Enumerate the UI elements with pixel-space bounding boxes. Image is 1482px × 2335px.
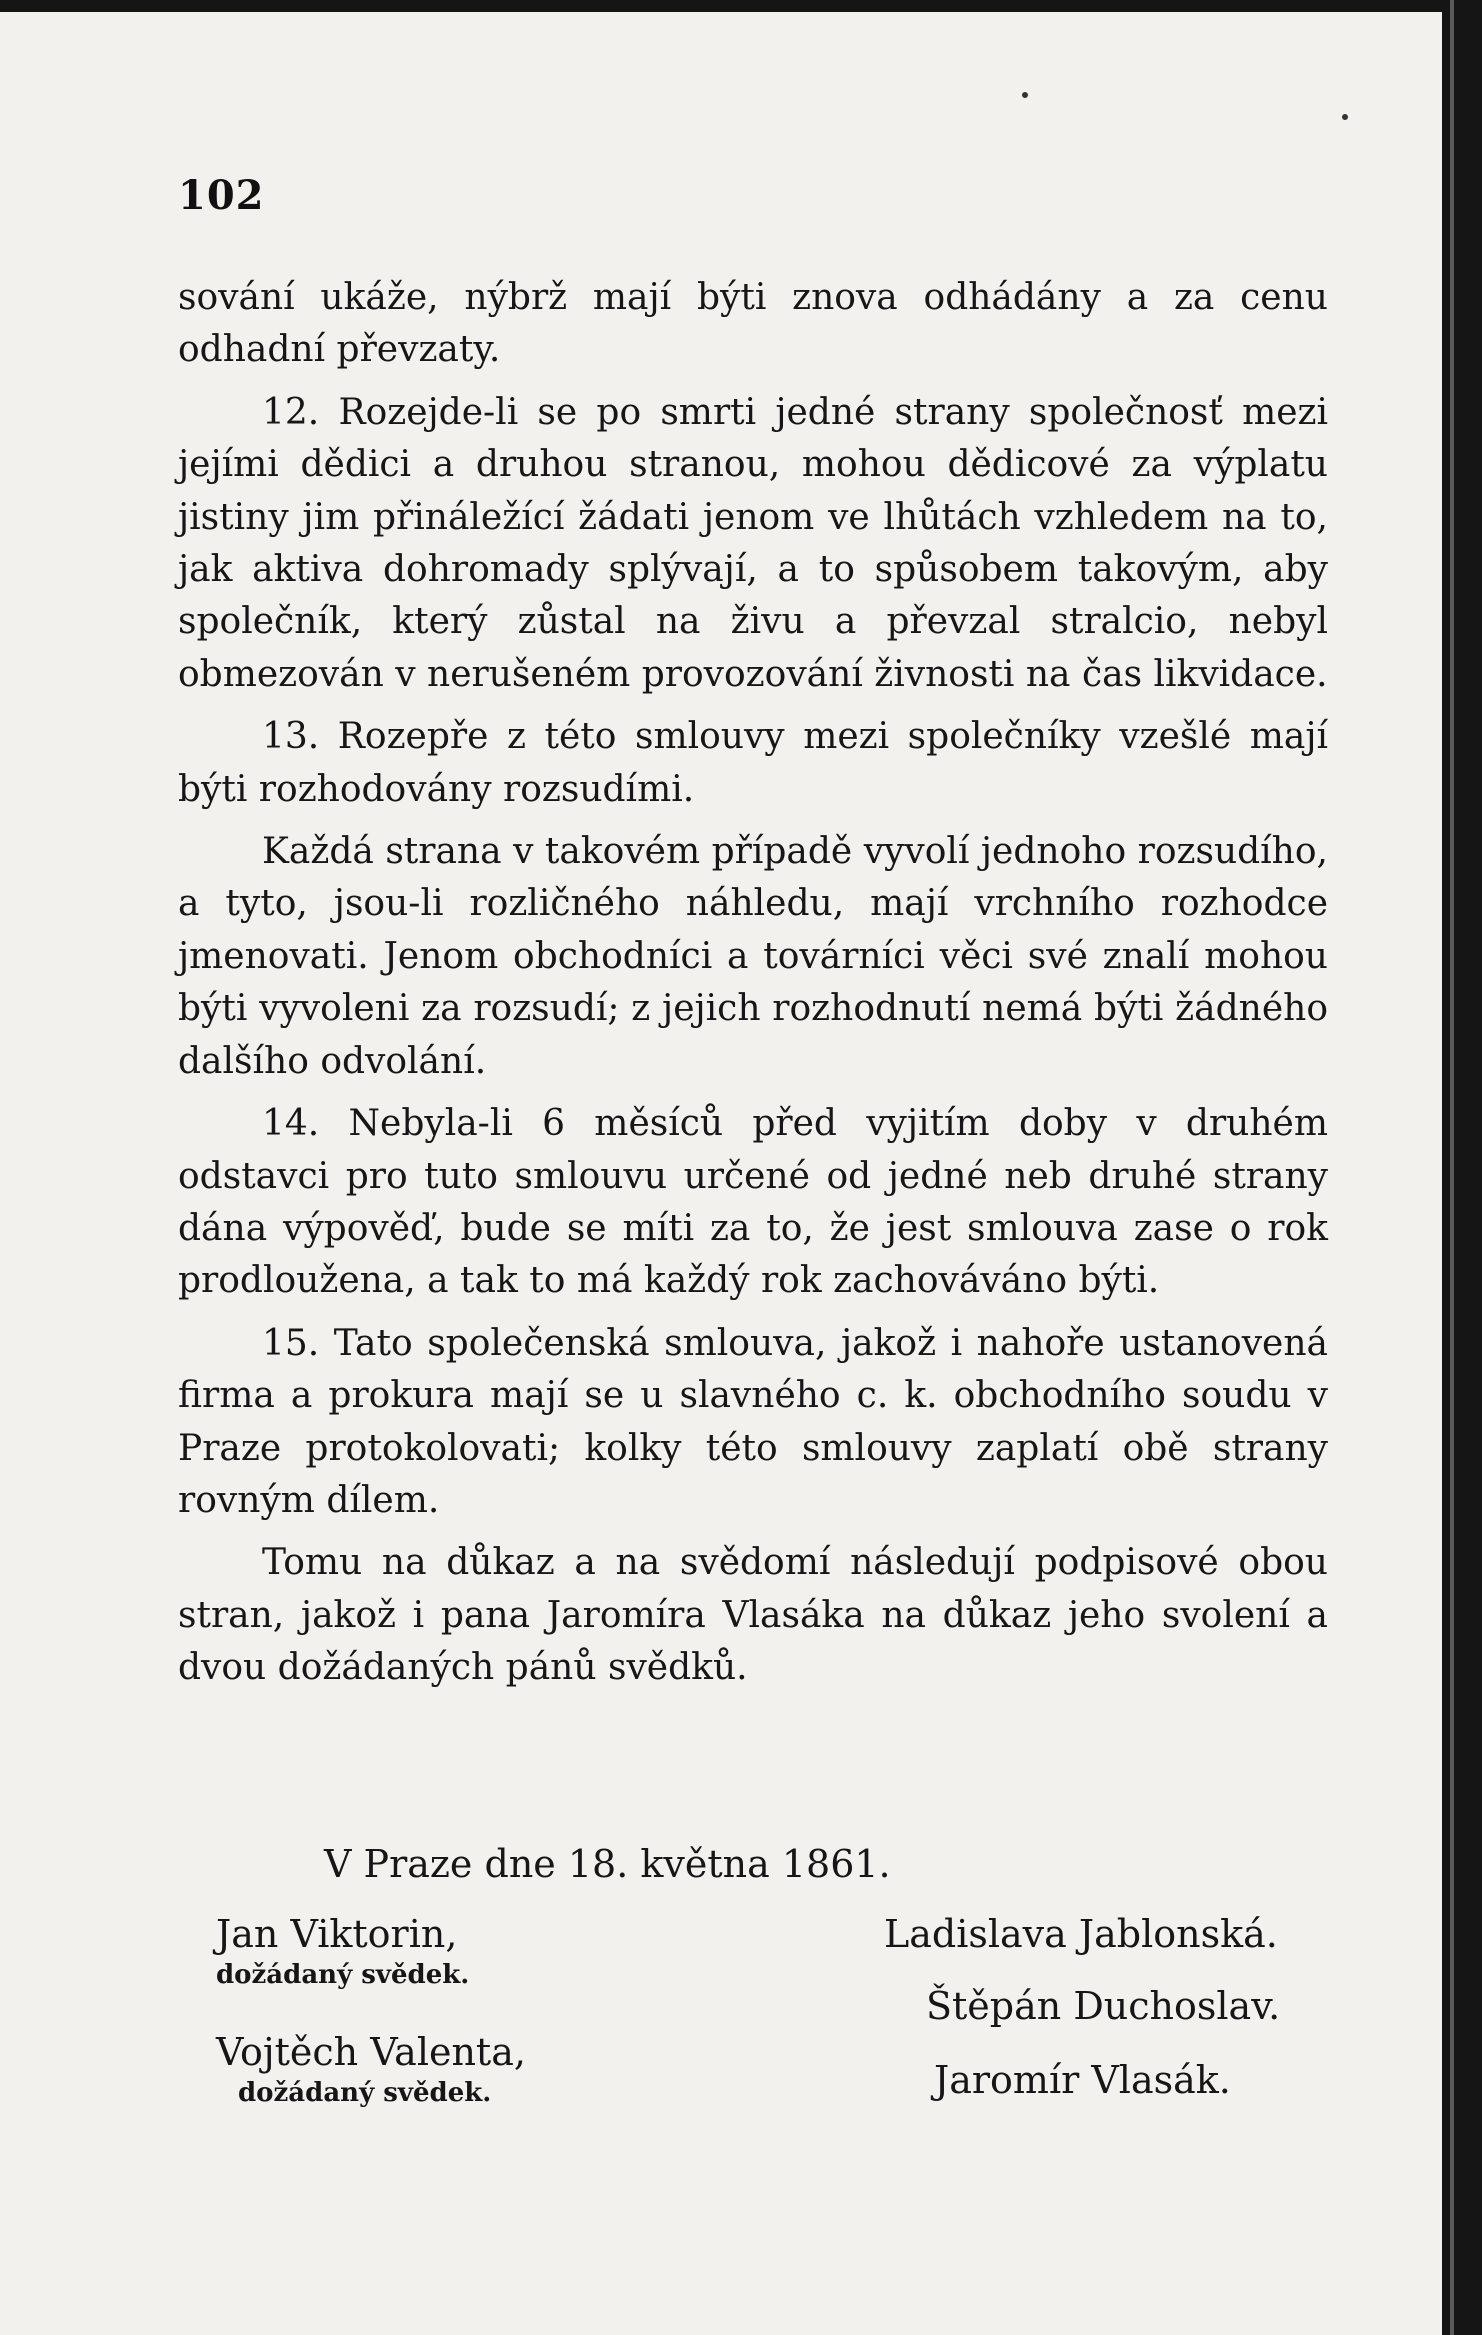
signature-role: dožádaný svědek. [216,1960,470,1990]
ink-speck [1022,92,1028,98]
page-spine-line [1450,0,1454,2335]
signature-role: dožádaný svědek. [238,2078,492,2108]
scan-border-top [0,0,1482,12]
signature-consent [934,2058,1231,2102]
scan-border-right [1442,0,1482,2335]
dateline: V Praze dne 18. května 1861. [324,1842,891,1886]
paragraph-closing: Tomu na důkaz a na svědomí následují podpisové obou stran, jakož i pana Jaromíra Vlasáka na důkaz jeho svolení a dvou dožádaných pánů svědků. [178,1542,1328,1689]
page-number: 102 [178,172,265,219]
signature-witness-1 [216,1912,469,1990]
signature-name: Jaromír Vlasák. [934,2058,1231,2102]
paragraph-12: 12. Rozejde-li se po smrti jedné strany společnosť mezi jejími dědici a druhou stranou, mohou dědicové za výplatu jistiny jim přináležící žádati jenom ve lhůtách vzhledem na to, jak aktiva dohromady splývají, a to spůsobem takovým, aby společník, který zůstal na živu a převzal stralcio, nebyl obmezován v nerušeném provozování živnosti na čas likvidace. [178,391,1328,695]
signature-name: Jan Viktorin, [216,1912,458,1956]
signature-name: Štěpán Duchoslav. [926,1984,1281,2028]
document-body [178,272,1328,1705]
signature-party-2 [926,1984,1280,2028]
paragraph-arbitration: Každá strana v takovém případě vyvolí jednoho rozsudího, a tyto, jsou-li rozličného náhledu, mají vrchního rozhodce jmenovati. Jenom obchodníci a továrníci věci své znalí mohou býti vyvoleni za rozsudí; z jejich rozhodnutí nemá býti žádného dalšího odvolání. [178,831,1328,1082]
signature-name: Ladislava Jablonská. [884,1912,1278,1956]
paragraph-15: 15. Tato společenská smlouva, jakož i nahoře ustanovená firma a prokura mají se u slavného c. k. obchodního soudu v Praze protokolovati; kolky této smlouvy zaplatí obě strany rovným dílem. [178,1322,1328,1521]
paragraph-13: 13. Rozepře z této smlouvy mezi společníky vzešlé mají býti rozhodovány rozsudími. [178,716,1328,810]
signature-name: Vojtěch Valenta, [216,2030,526,2074]
paragraph-continuation: sování ukáže, nýbrž mají býti znova odhádány a za cenu odhadní převzaty. [178,277,1328,371]
signature-party-1 [884,1912,1278,1956]
ink-speck [1342,114,1348,120]
signature-witness-2 [216,2030,526,2108]
paragraph-14: 14. Nebyla-li 6 měsíců před vyjitím doby v druhém odstavci pro tuto smlouvu určené od jedné neb druhé strany dána výpověď, bude se míti za to, že jest smlouva zase o rok prodloužena, a tak to má každý rok zachováváno býti. [178,1103,1328,1302]
